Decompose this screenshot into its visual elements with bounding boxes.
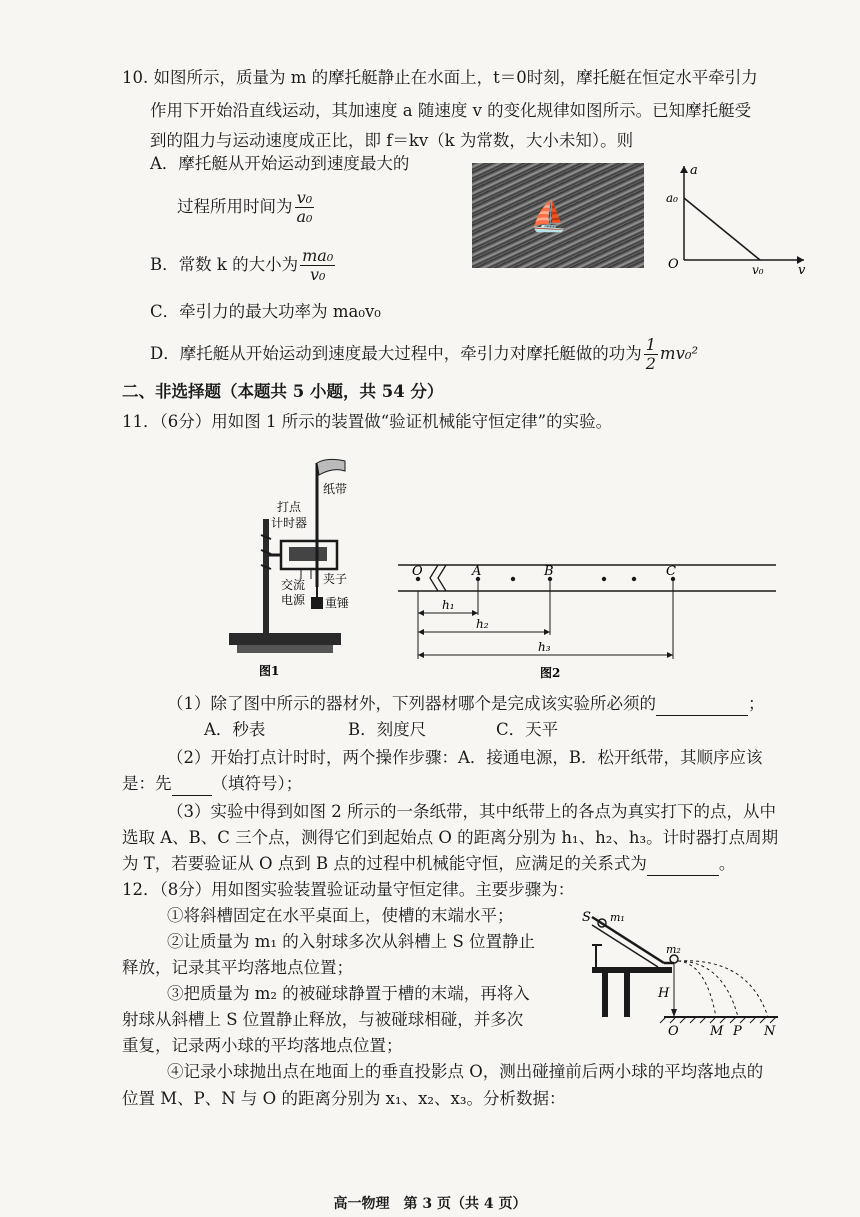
q11-title: 11．（6分）用如图 1 所示的装置做“验证机械能守恒定律”的实验。 (122, 412, 613, 431)
label-m: M (710, 1024, 724, 1039)
q10-option-d-text: D．摩托艇从开始运动到速度最大过程中，牵引力对摩托艇做的功为 (150, 344, 642, 363)
q11-part2-line1: （2）开始打点计时时，两个操作步骤：A．接通电源，B．松开纸带，其顺序应该 (167, 748, 763, 767)
trajectory-m (678, 961, 716, 1017)
q11-part1-text: （1）除了图中所示的器材外，下列器材哪个是完成该实验所必须的 (167, 694, 656, 713)
label-s: S (582, 910, 591, 925)
q11-part1 (167, 692, 765, 716)
q12-step2-line1: ②让质量为 m₁ 的入射球多次从斜槽上 S 位置静止 (167, 932, 536, 951)
table-leg-2 (624, 973, 630, 1017)
q10-line3: 到的阻力与运动速度成正比，即 f＝kv（k 为常数，大小未知）。则 (150, 131, 634, 150)
trajectory-n (678, 961, 768, 1017)
tape-label-c: C (666, 564, 676, 579)
q10-option-a-fraction: $\frac{\text{v₀}}{\text{a₀}}$ (296, 188, 313, 226)
label-power-1: 交流 (281, 578, 306, 592)
q11-part1-option-a: A．秒表 (204, 720, 266, 739)
h2-arrow-right (544, 629, 550, 635)
acceleration-velocity-graph (660, 160, 810, 280)
section-2-heading: 二、非选择题（本题共 5 小题，共 54 分） (122, 382, 444, 401)
q12-step4-line2: 位置 M、P、N 与 O 的距离分别为 x₁、x₂、x₃。分析数据： (122, 1089, 566, 1108)
h3-arrow-left (418, 652, 424, 658)
figure-1-apparatus (225, 455, 375, 680)
graph-origin: O (668, 257, 679, 272)
label-power-2: 电源 (281, 593, 306, 607)
label-p: P (733, 1024, 742, 1039)
q11-part2-suffix: （填符号）； (211, 774, 303, 793)
label-clip: 夹子 (323, 572, 348, 586)
label-n: N (764, 1024, 776, 1039)
h2-arrow-left (418, 629, 424, 635)
q12-step4-line1: ④记录小球抛出点在地面上的垂直投影点 O，测出碰撞前后两小球的平均落地点的 (167, 1062, 764, 1081)
q11-part3-suffix: 。 (718, 854, 736, 873)
h3-arrow-right (667, 652, 673, 658)
timer-inner (289, 547, 327, 561)
q10-line2: 作用下开始沿直线运动，其加速度 a 随速度 v 的变化规律如图所示。已知摩托艇受 (150, 101, 752, 120)
figure-2-caption: 图2 (540, 666, 561, 680)
graph-line (684, 198, 760, 260)
label-o: O (668, 1024, 679, 1039)
q12-title: 12．（8分）用如图实验装置验证动量守恒定律。主要步骤为： (122, 880, 575, 899)
label-h3: h₃ (538, 640, 551, 654)
q12-step1: ①将斜槽固定在水平桌面上，使槽的末端水平； (167, 906, 514, 925)
graph-x-label: v (798, 263, 806, 278)
tape-point-3 (632, 577, 636, 581)
q11-part2-line2 (122, 772, 302, 796)
tape-label-b: B (544, 564, 554, 579)
label-weight: 重锤 (325, 596, 350, 610)
table-top (592, 967, 672, 973)
graph-y-arrow (680, 166, 688, 173)
tape-point-1 (511, 577, 515, 581)
label-timer-1: 打点 (277, 500, 302, 514)
label-h2: h₂ (476, 617, 489, 631)
q11-part2-blank[interactable] (172, 777, 212, 796)
q11-part3-prefix: 为 T，若要验证从 O 点到 B 点的过程中机械能守恒，应满足的关系式为 (122, 854, 647, 873)
label-m2: m₂ (666, 943, 681, 956)
q11-part1-blank[interactable] (656, 697, 748, 716)
q12-collision-apparatus (578, 905, 793, 1040)
q10-option-c: C．牵引力的最大功率为 ma₀v₀ (150, 302, 381, 321)
graph-x-intercept: v₀ (752, 263, 764, 277)
q11-part2-prefix: 是：先 (122, 774, 172, 793)
figure-1-caption: 图1 (259, 664, 280, 678)
q10-option-a-line2 (177, 186, 316, 228)
label-h1: h₁ (442, 598, 455, 612)
q11-part3-line2: 选取 A、B、C 三个点，测得它们到起始点 O 的距离分别为 h₁、h₂、h₃。计时器打点周期 (122, 828, 779, 847)
q10-option-b-fraction: $\frac{\text{ma₀}}{\text{v₀}}$ (302, 246, 334, 284)
graph-y-label: a (690, 163, 698, 178)
q12-step3-line1: ③把质量为 m₂ 的被碰球静置于槽的末端，再将入 (167, 984, 530, 1003)
q11-part1-option-c: C．天平 (496, 720, 559, 739)
tape-point-2 (602, 577, 606, 581)
tape-label-a: A (472, 564, 482, 579)
q12-step3-line2: 射球从斜槽上 S 位置静止释放，与被碰球相碰，并多次 (122, 1010, 524, 1029)
q12-step2-line2: 释放，记录其平均落地点位置； (122, 958, 353, 977)
motorboat-photo (472, 163, 644, 268)
weight-block (311, 597, 323, 609)
q12-step3-line3: 重复，记录两小球的平均落地点位置； (122, 1036, 403, 1055)
q10-option-d-suffix: mv₀² (659, 344, 699, 363)
tape-label-o: O (412, 564, 423, 579)
q10-option-a-line1: A．摩托艇从开始运动到速度最大的 (150, 154, 410, 173)
table-leg-1 (602, 973, 608, 1017)
label-paper-tape: 纸带 (323, 482, 348, 496)
q11-part3-line3 (122, 852, 735, 876)
q11-part1-option-b: B．刻度尺 (348, 720, 427, 739)
q10-line1: 10. 如图所示，质量为 m 的摩托艇静止在水面上，t＝0时刻，摩托艇在恒定水平牵引力 (122, 68, 758, 87)
q10-option-d-fraction: $\frac{1}{2}$ (645, 335, 656, 373)
hand-icon (317, 459, 345, 475)
page-footer: 高一物理 第 3 页（共 4 页） (333, 1196, 527, 1212)
h1-arrow-left (418, 610, 424, 616)
q10-option-d (150, 333, 698, 375)
apparatus-base (229, 633, 341, 645)
h1-arrow-right (472, 610, 478, 616)
boat-icon: ⛵ (530, 199, 568, 234)
q10-option-b-text: B．常数 k 的大小为 (150, 255, 299, 274)
label-m1: m₁ (610, 911, 625, 924)
height-arrow (671, 1009, 677, 1017)
q10-option-a-text: 过程所用时间为 (177, 197, 293, 216)
graph-y-intercept: a₀ (666, 191, 678, 205)
q11-part3-line1: （3）实验中得到如图 2 所示的一条纸带，其中纸带上的各点为真实打下的点，从中 (167, 802, 776, 821)
label-h: H (658, 986, 670, 1001)
q11-part3-blank[interactable] (647, 857, 719, 876)
apparatus-base-bottom (237, 645, 333, 653)
inclined-chute (592, 917, 664, 963)
q10-option-b (150, 244, 337, 286)
label-timer-2: 计时器 (271, 516, 308, 530)
q11-part1-end: ； (748, 694, 765, 713)
tape-break-mark (430, 565, 446, 591)
figure-2-tape (398, 555, 778, 680)
